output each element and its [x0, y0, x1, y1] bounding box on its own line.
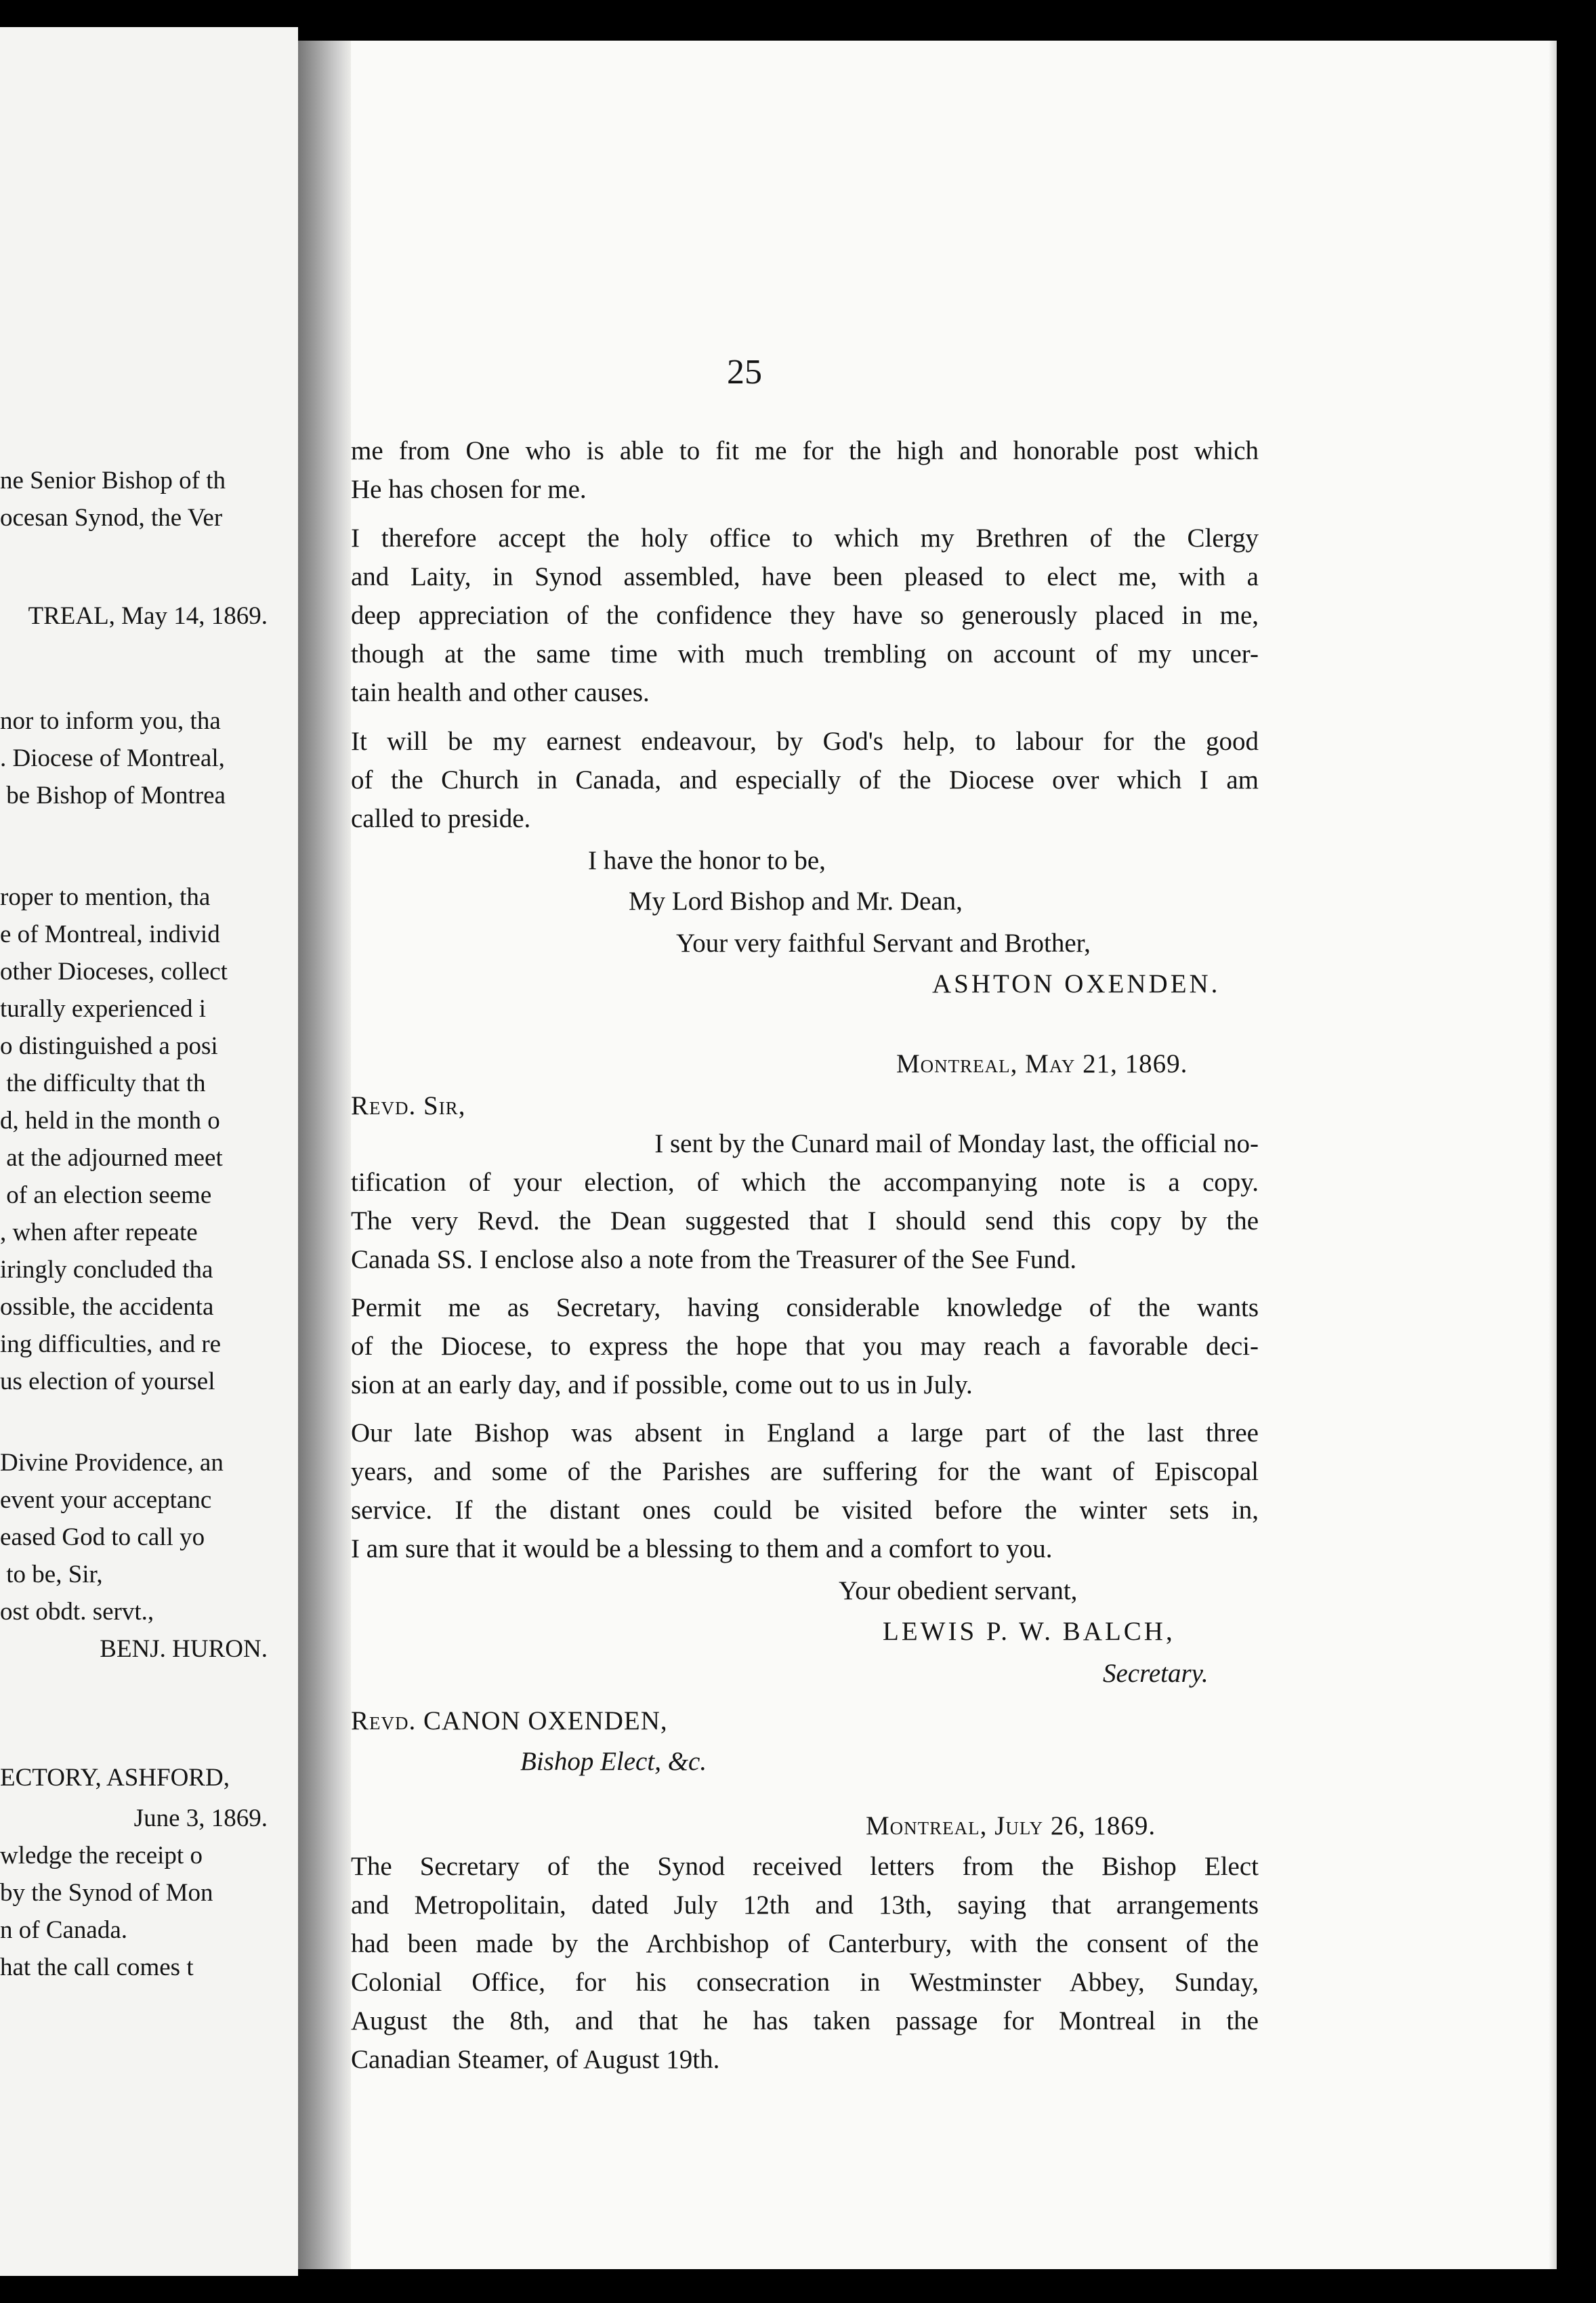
text-line: had been made by the Archbishop of Canterbury, with the consent of the	[351, 1929, 1259, 1958]
left-page-line: iringly concluded tha	[0, 1256, 213, 1284]
left-page-line: of an election seeme	[0, 1182, 212, 1209]
left-page-line: e of Montreal, individ	[0, 921, 220, 948]
text-line: and Metropolitain, dated July 12th and 13th, saying that arrangements	[351, 1890, 1259, 1920]
left-page-line: to be, Sir,	[0, 1561, 103, 1588]
left-page-line: ossible, the accidenta	[0, 1294, 214, 1321]
left-page-line: turally experienced i	[0, 996, 207, 1023]
left-page-line: June 3, 1869.	[133, 1805, 268, 1832]
left-page-line: , when after repeate	[0, 1219, 198, 1246]
text-line: Colonial Office, for his consecration in Westminster Abbey, Sunday,	[351, 1968, 1259, 1997]
left-page-line: be Bishop of Montrea	[0, 782, 226, 809]
dateline: Montreal, July 26, 1869.	[866, 1811, 1156, 1840]
text-line: The Secretary of the Synod received letters from the Bishop Elect	[351, 1852, 1259, 1881]
left-page-line: n of Canada.	[0, 1917, 128, 1944]
left-page-line: ne Senior Bishop of th	[0, 467, 226, 494]
page-number: 25	[727, 353, 762, 392]
text-line: August the 8th, and that he has taken passage for Montreal in the	[351, 2006, 1259, 2035]
text-line: and Laity, in Synod assembled, have been pleased to elect me, with a	[351, 562, 1259, 591]
left-facing-page	[0, 27, 298, 2276]
text-line: I therefore accept the holy office to which my Brethren of the Clergy	[351, 524, 1259, 553]
signature-oxenden: ASHTON OXENDEN.	[932, 969, 1221, 998]
text-line: years, and some of the Parishes are suffering for the want of Episcopal	[351, 1457, 1259, 1486]
text-line: I am sure that it would be a blessing to them and a comfort to you.	[351, 1534, 1053, 1563]
text-line: called to preside.	[351, 804, 531, 833]
text-line: tification of your election, of which the accompanying note is a copy.	[351, 1168, 1259, 1197]
left-page-line: . Diocese of Montreal,	[0, 745, 225, 772]
text-line: Our late Bishop was absent in England a large part of the last three	[351, 1418, 1259, 1448]
text-line: I sent by the Cunard mail of Monday last, the official no-	[654, 1129, 1259, 1158]
left-page-line: d, held in the month o	[0, 1107, 220, 1135]
left-page-line: event your acceptanc	[0, 1487, 212, 1514]
closing-line: Your obedient servant,	[839, 1576, 1078, 1605]
text-line: of the Diocese, to express the hope that you may reach a favorable deci-	[351, 1332, 1259, 1361]
closing-line: I have the honor to be,	[588, 846, 826, 875]
left-page-line: hat the call comes t	[0, 1954, 194, 1981]
addressee-title: Bishop Elect, &c.	[520, 1747, 707, 1776]
text-line: of the Church in Canada, and especially of the Diocese over which I am	[351, 765, 1259, 795]
signatory-title: Secretary.	[1103, 1659, 1209, 1688]
binding-gutter	[298, 41, 351, 2269]
text-line: though at the same time with much trembling on account of my uncer-	[351, 639, 1259, 669]
text-line: Permit me as Secretary, having considerable knowledge of the wants	[351, 1293, 1259, 1322]
text-line: sion at an early day, and if possible, come out to us in July.	[351, 1370, 973, 1399]
right-page	[351, 41, 1557, 2269]
left-page-line: wledge the receipt o	[0, 1842, 203, 1869]
left-page-line: o distinguished a posi	[0, 1033, 218, 1060]
text-line: The very Revd. the Dean suggested that I should send this copy by the	[351, 1206, 1259, 1235]
signature-balch: LEWIS P. W. BALCH,	[883, 1617, 1175, 1646]
left-page-line: BENJ. HURON.	[100, 1636, 268, 1663]
left-page-line: ing difficulties, and re	[0, 1331, 222, 1358]
text-line: He has chosen for me.	[351, 475, 587, 504]
left-page-line: nor to inform you, tha	[0, 708, 221, 735]
left-page-line: at the adjourned meet	[0, 1145, 223, 1172]
left-page-line: roper to mention, tha	[0, 884, 211, 911]
left-page-line: ECTORY, ASHFORD,	[0, 1765, 230, 1792]
left-page-line: us election of yoursel	[0, 1368, 215, 1395]
left-page-line: by the Synod of Mon	[0, 1880, 213, 1907]
page-edge-shadow	[1549, 41, 1557, 2269]
salutation: Revd. Sir,	[351, 1091, 466, 1120]
left-page-line: Divine Providence, an	[0, 1450, 224, 1477]
dateline: Montreal, May 21, 1869.	[896, 1049, 1188, 1078]
addressee-text: Revd. CANON OXENDEN,	[351, 1706, 668, 1735]
left-page-line: the difficulty that th	[0, 1070, 206, 1097]
closing-line: My Lord Bishop and Mr. Dean,	[629, 887, 963, 916]
left-page-line: TREAL, May 14, 1869.	[28, 603, 268, 630]
text-line: It will be my earnest endeavour, by God's help, to labour for the good	[351, 727, 1259, 756]
text-line: me from One who is able to fit me for the high and honorable post which	[351, 436, 1259, 465]
left-page-line: ost obdt. servt.,	[0, 1599, 154, 1626]
addressee	[351, 1707, 668, 1735]
text-line: service. If the distant ones could be visited before the winter sets in,	[351, 1496, 1259, 1525]
left-page-line: ocesan Synod, the Ver	[0, 505, 223, 532]
closing-line: Your very faithful Servant and Brother,	[676, 929, 1091, 958]
text-line: tain health and other causes.	[351, 678, 650, 707]
text-line: Canada SS. I enclose also a note from the Treasurer of the See Fund.	[351, 1245, 1077, 1274]
left-page-line: eased God to call yo	[0, 1524, 205, 1551]
text-line: deep appreciation of the confidence they have so generously placed in me,	[351, 601, 1259, 630]
left-page-line: other Dioceses, collect	[0, 958, 228, 986]
text-line: Canadian Steamer, of August 19th.	[351, 2045, 720, 2074]
